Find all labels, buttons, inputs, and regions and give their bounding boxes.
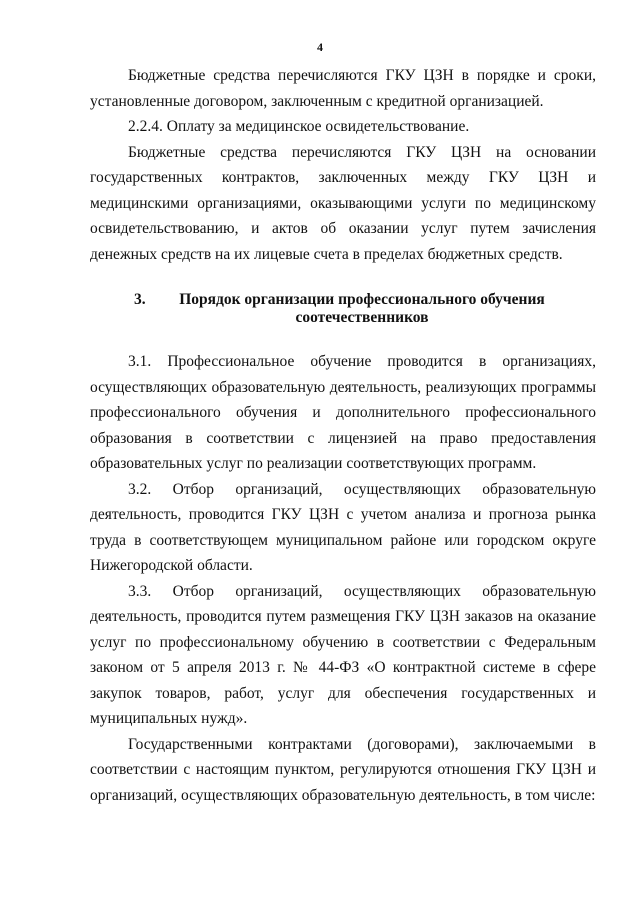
paragraph-2-2-4: 2.2.4. Оплату за медицинское освидетельствование. <box>128 118 470 135</box>
document-body <box>90 63 596 808</box>
paragraph-budget-transfer-medical: Бюджетные средства перечисляются ГКУ ЦЗН на основании государственных контрактов, заключенных между ГКУ ЦЗН и медицинскими организациями, оказывающими услуги по медицинскому освидетельствованию, и актов об оказании услуг путем зачисления денежных средств на их лицевые счета в пределах бюджетных средств. <box>90 143 596 263</box>
paragraph-3-1: 3.1. Профессиональное обучение проводится в организациях, осуществляющих образовательную деятельность, реализующих программы профессионального обучения и дополнительного профессионального образования в соответствии с лицензией на право предоставления образовательных услуг по реализации соответствующих программ. <box>90 353 596 472</box>
paragraph-contracts: Государственными контрактами (договорами), заключаемыми в соответствии с настоящим пунктом, регулируются отношения ГКУ ЦЗН и организаций, осуществляющих образовательную деятельность, в том числе: <box>90 735 596 804</box>
section-heading <box>90 291 596 327</box>
page-number: 4 <box>317 40 323 54</box>
paragraph-3-3: 3.3. Отбор организаций, осуществляющих образовательную деятельность, проводится путем размещения ГКУ ЦЗН заказов на оказание услуг по профессиональному обучению в соответствии с Федеральным законом от 5 апреля 2013 г. № 44-ФЗ «О контрактной системе в сфере закупок товаров, работ, услуг для обеспечения государственных и муниципальных нужд». <box>90 582 596 727</box>
section-number: 3. <box>134 291 146 308</box>
paragraph-budget-transfer-credit: Бюджетные средства перечисляются ГКУ ЦЗН в порядке и сроки, установленные договором, заключенным с кредитной организацией. <box>90 67 596 110</box>
section-title: Порядок организации профессионального обучения соотечественников <box>179 291 545 326</box>
paragraph-3-2: 3.2. Отбор организаций, осуществляющих образовательную деятельность, проводится ГКУ ЦЗН с учетом анализа и прогноза рынка труда в соответствующем муниципальном районе или городском округе Нижегородской области. <box>90 480 596 574</box>
